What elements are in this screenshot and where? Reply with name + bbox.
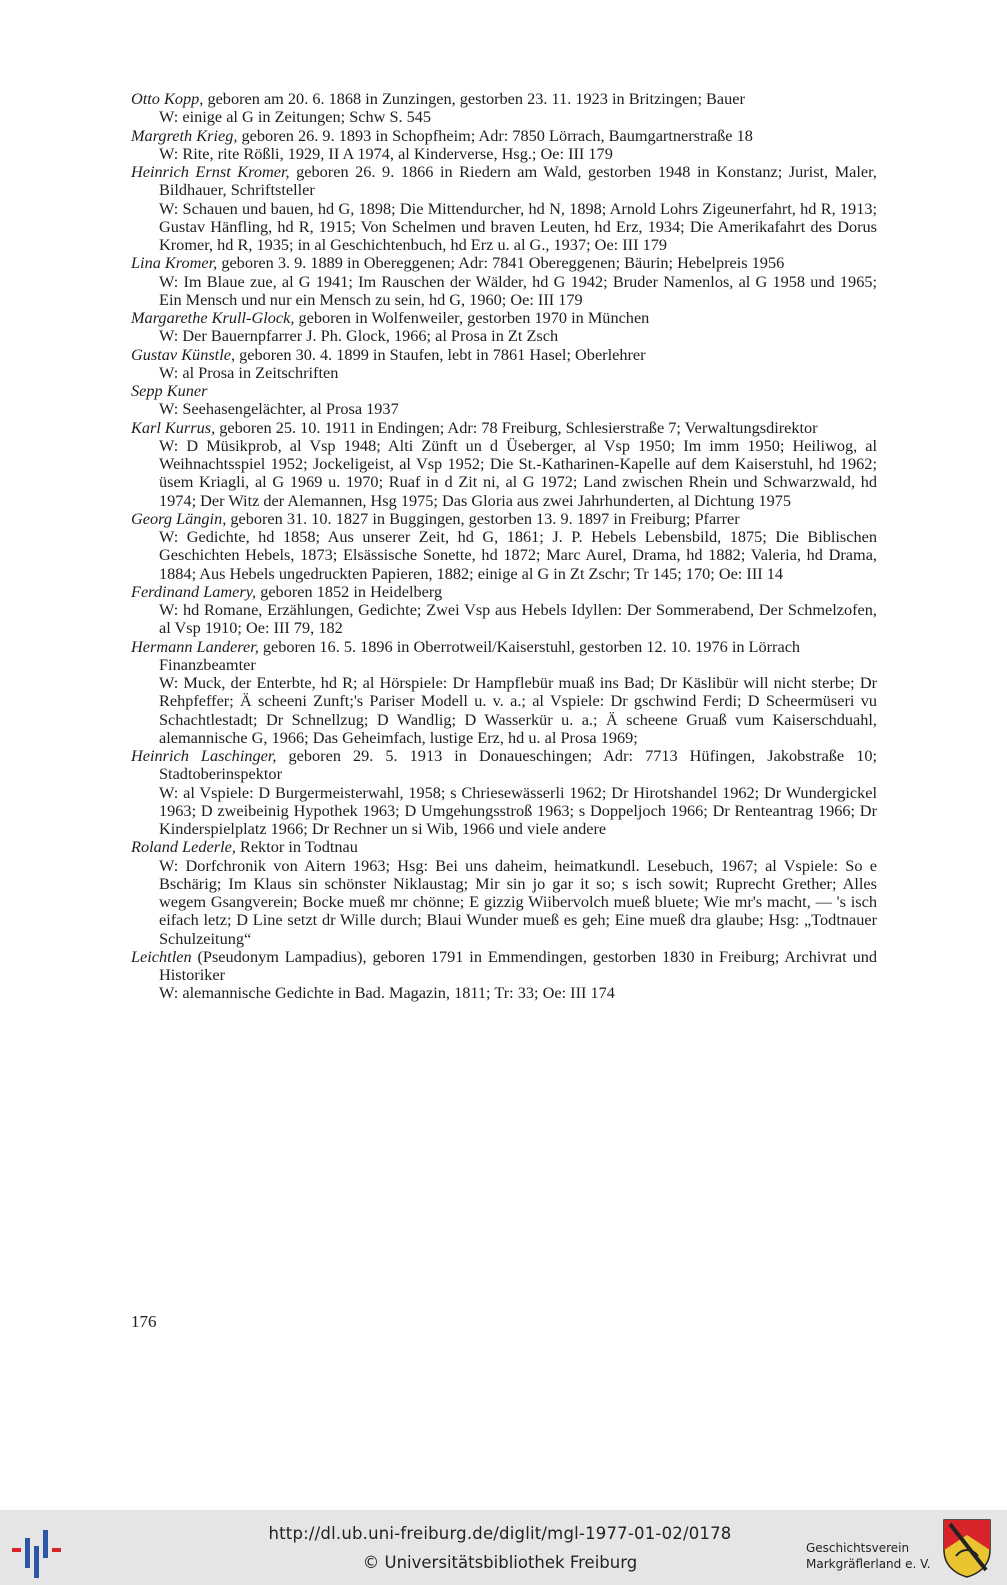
society-name[interactable] xyxy=(806,1540,931,1572)
entry-heading xyxy=(131,638,877,656)
entry-heading xyxy=(131,747,877,784)
works-paragraph: W: Der Bauernpfarrer J. Ph. Glock, 1966; al Prosa in Zt Zsch xyxy=(159,326,559,346)
author-details: geboren 1852 in Heidelberg xyxy=(256,581,443,601)
entry-heading xyxy=(131,254,877,272)
works-paragraph: W: Im Blaue zue, al G 1941; Im Rauschen der Wälder, hd G 1942; Bruder Namenlos, al G 1958 und 1965; Ein Mensch und nur ein Mensch zu sein, hd G, 1960; Oe: III 179 xyxy=(159,271,877,309)
biography-entry xyxy=(131,163,877,254)
entry-heading xyxy=(131,90,877,108)
society-name-line1: Geschichtsverein xyxy=(806,1541,910,1555)
author-name: Roland Lederle, xyxy=(131,837,236,857)
works-paragraph: W: Gedichte, hd 1858; Aus unserer Zeit, hd G, 1861; J. P. Hebels Lebensbild, 1875; Die Biblischen Geschichten Hebels, 1873; Elsässische Sonette, hd 1872; Marc Aurel, Drama, hd 1882; Valeria, hd Drama, 1884; Aus Hebels ungedruckten Papieren, 1882; einige al G in Zt Zschr; Tr 145; 170; Oe: III 14 xyxy=(159,527,877,583)
works-paragraph: Finanzbeamter xyxy=(159,654,256,674)
biography-entry xyxy=(131,127,877,164)
works-paragraph: W: al Vspiele: D Burgermeisterwahl, 1958; s Chriesewässerli 1962; Dr Hirotshandel 1962; Dr Wundergickel 1963; D zweibeinig Hypothek 1963; D Umgehungsstroß 1963; s Doppeljoch 1966; Dr Renteantrag 1966; Dr Kinderspielplatz 1966; Dr Rechner un si Wib, 1966 und viele andere xyxy=(159,782,877,838)
works-paragraph: W: alemannische Gedichte in Bad. Magazin, 1811; Tr: 33; Oe: III 174 xyxy=(159,983,615,1003)
biography-entry xyxy=(131,948,877,1003)
author-details: geboren 25. 10. 1911 in Endingen; Adr: 78 Freiburg, Schlesierstraße 7; Verwaltungsdirektor xyxy=(215,417,818,437)
biography-entry xyxy=(131,90,877,127)
author-name: Otto Kopp, xyxy=(131,89,204,108)
works-paragraph: W: al Prosa in Zeitschriften xyxy=(159,362,339,382)
entry-heading xyxy=(131,309,877,327)
author-details: geboren 26. 9. 1866 in Riedern am Wald, gestorben 1948 in Konstanz; Jurist, Maler, Bildhauer, Schriftsteller xyxy=(159,162,877,200)
biography-entry xyxy=(131,309,877,346)
author-details: geboren 26. 9. 1893 in Schopfheim; Adr: 7850 Lörrach, Baumgartnerstraße 18 xyxy=(237,125,753,145)
entry-heading xyxy=(131,583,877,601)
author-name: Karl Kurrus, xyxy=(131,417,216,437)
author-details: geboren 31. 10. 1827 in Buggingen, gestorben 13. 9. 1897 in Freiburg; Pfarrer xyxy=(226,508,740,528)
ub-freiburg-logo-icon[interactable] xyxy=(12,1528,68,1578)
works-paragraph: W: Rite, rite Rößli, 1929, II A 1974, al Kinderverse, Hsg.; Oe: III 179 xyxy=(159,143,613,163)
biography-entry xyxy=(131,838,877,948)
author-name: Leichtlen xyxy=(131,946,192,966)
works-paragraph: W: einige al G in Zeitungen; Schw S. 545 xyxy=(159,107,432,127)
entry-heading xyxy=(131,163,877,200)
author-details: Rektor in Todtnau xyxy=(235,837,358,857)
author-name: Gustav Künstle, xyxy=(131,344,236,364)
author-details: (Pseudonym Lampadius), geboren 1791 in Emmendingen, gestorben 1830 in Freiburg; Archivrat und Historiker xyxy=(159,946,877,984)
entry-heading xyxy=(131,346,877,364)
biography-entry xyxy=(131,254,877,309)
biography-entry xyxy=(131,346,877,383)
author-name: Sepp Kuner xyxy=(131,381,208,400)
author-details: geboren 30. 4. 1899 in Staufen, lebt in 7861 Hasel; Oberlehrer xyxy=(235,344,646,364)
coat-of-arms-icon[interactable] xyxy=(942,1518,992,1578)
author-name: Ferdinand Lamery, xyxy=(131,581,257,601)
author-name: Lina Kromer, xyxy=(131,253,218,273)
biography-entry xyxy=(131,419,877,510)
entry-heading xyxy=(131,127,877,145)
author-name: Margreth Krieg, xyxy=(131,125,238,145)
works-paragraph: W: hd Romane, Erzählungen, Gedichte; Zwei Vsp aus Hebels Idyllen: Der Sommerabend, Der Schmelzofen, al Vsp 1910; Oe: III 79, 182 xyxy=(159,600,877,638)
biography-entry xyxy=(131,747,877,838)
author-details: geboren in Wolfenweiler, gestorben 1970 in München xyxy=(294,308,650,327)
works-paragraph: W: D Müsikprob, al Vsp 1948; Alti Zünft un d Üseberger, al Vsp 1950; Im imm 1950; Heiliwog, al Weihnachtsspiel 1952; Jockeligeist, al Vsp 1952; Die St.-Katharinen-Kapelle auf dem Kaiserstuhl, hd 1962; üsem Kriagli, al G 1969 u. 1970; Ruaf in d Zit ni, al G 1972; Land zwischen Rhein und Schwarzwald, hd 1974; Der Witz der Alemannen, Hsg 1975; Das Gloria aus zwei Jahrhunderten, al Dichtung 1975 xyxy=(159,435,877,510)
works-paragraph: W: Schauen und bauen, hd G, 1898; Die Mittendurcher, hd N, 1898; Arnold Lohrs Zigeunerfahrt, hd R, 1913; Gustav Hänfling, hd R, 1915; Von Schelmen und braven Leuten, hd Erz, 1934; Die Amerikafahrt des Dorus Kromer, hd R, 1935; in al Geschichtenbuch, hd Erz u. al G., 1937; Oe: III 179 xyxy=(159,198,877,254)
author-name: Margarethe Krull-Glock, xyxy=(131,308,295,327)
society-name-line2: Markgräflerland e. V. xyxy=(806,1557,931,1571)
works-paragraph: W: Dorfchronik von Aitern 1963; Hsg: Bei uns daheim, heimatkundl. Lesebuch, 1967; al Vspiele: So e Bschärig; Im Klaus sin schönster Niklaustag; Mir sin jo gar it so; s isch sowit; Ruprecht Grether; Alles wegem Gsangverein; Bocke mueß mr chönne; E gizzig Wiibervolch mueß bluete; Wie mr's macht, — 's isch eifach letz; D Line setzt dr Wille durch; Blaui Wunder mueß es geh; Eine mueß dra glaube; Hsg: „Todtnauer Schulzeitung“ xyxy=(159,855,877,948)
works-paragraph: W: Seehasengelächter, al Prosa 1937 xyxy=(159,399,399,419)
author-details: geboren 16. 5. 1896 in Oberrotweil/Kaiserstuhl, gestorben 12. 10. 1976 in Lörrach xyxy=(258,636,801,656)
biography-entry xyxy=(131,382,877,419)
entry-heading xyxy=(131,948,877,985)
biography-entry xyxy=(131,638,877,748)
biography-list xyxy=(131,90,877,1003)
author-name: Heinrich Laschinger, xyxy=(131,746,277,765)
footer-bar xyxy=(0,1510,1007,1585)
author-name: Georg Längin, xyxy=(131,508,227,528)
biography-entry xyxy=(131,510,877,583)
page-number: 176 xyxy=(131,1312,157,1331)
copyright-text: © Universitätsbibliothek Freiburg xyxy=(362,1553,638,1572)
author-details: geboren am 20. 6. 1868 in Zunzingen, gestorben 23. 11. 1923 in Britzingen; Bauer xyxy=(203,89,745,108)
author-name: Heinrich Ernst Kromer, xyxy=(131,162,290,181)
author-details: geboren 29. 5. 1913 in Donaueschingen; Adr: 7713 Hüfingen, Jakobstraße 10; Stadtoberinspektor xyxy=(159,746,878,784)
entry-heading xyxy=(131,419,877,437)
author-name: Hermann Landerer, xyxy=(131,636,259,656)
entry-heading xyxy=(131,382,877,400)
biography-entry xyxy=(131,583,877,638)
entry-heading xyxy=(131,838,877,856)
entry-heading xyxy=(131,510,877,528)
source-url-link[interactable]: http://dl.ub.uni-freiburg.de/diglit/mgl-1977-01-02/0178 xyxy=(268,1524,732,1543)
works-paragraph: W: Muck, der Enterbte, hd R; al Hörspiele: Dr Hampflebür muaß ins Bad; Dr Käslibür will nicht sterbe; Dr Rehpfeffer; Ä scheeni Zunft;'s Pariser Modell u. v. a.; al Vspiele: Dr gschwind Ferdi; D Scheermüseri vu Schachtlestadt; Dr Schnellzug; D Wandlig; D Wasserkür u. a.; Ä scheene Gruaß vum Kaiserschduahl, alemannische G, 1966; Das Geheimfach, lustige Erz, hd u. al Prosa 1969; xyxy=(159,673,877,747)
author-details: geboren 3. 9. 1889 in Obereggenen; Adr: 7841 Obereggenen; Bäurin; Hebelpreis 1956 xyxy=(217,253,785,273)
